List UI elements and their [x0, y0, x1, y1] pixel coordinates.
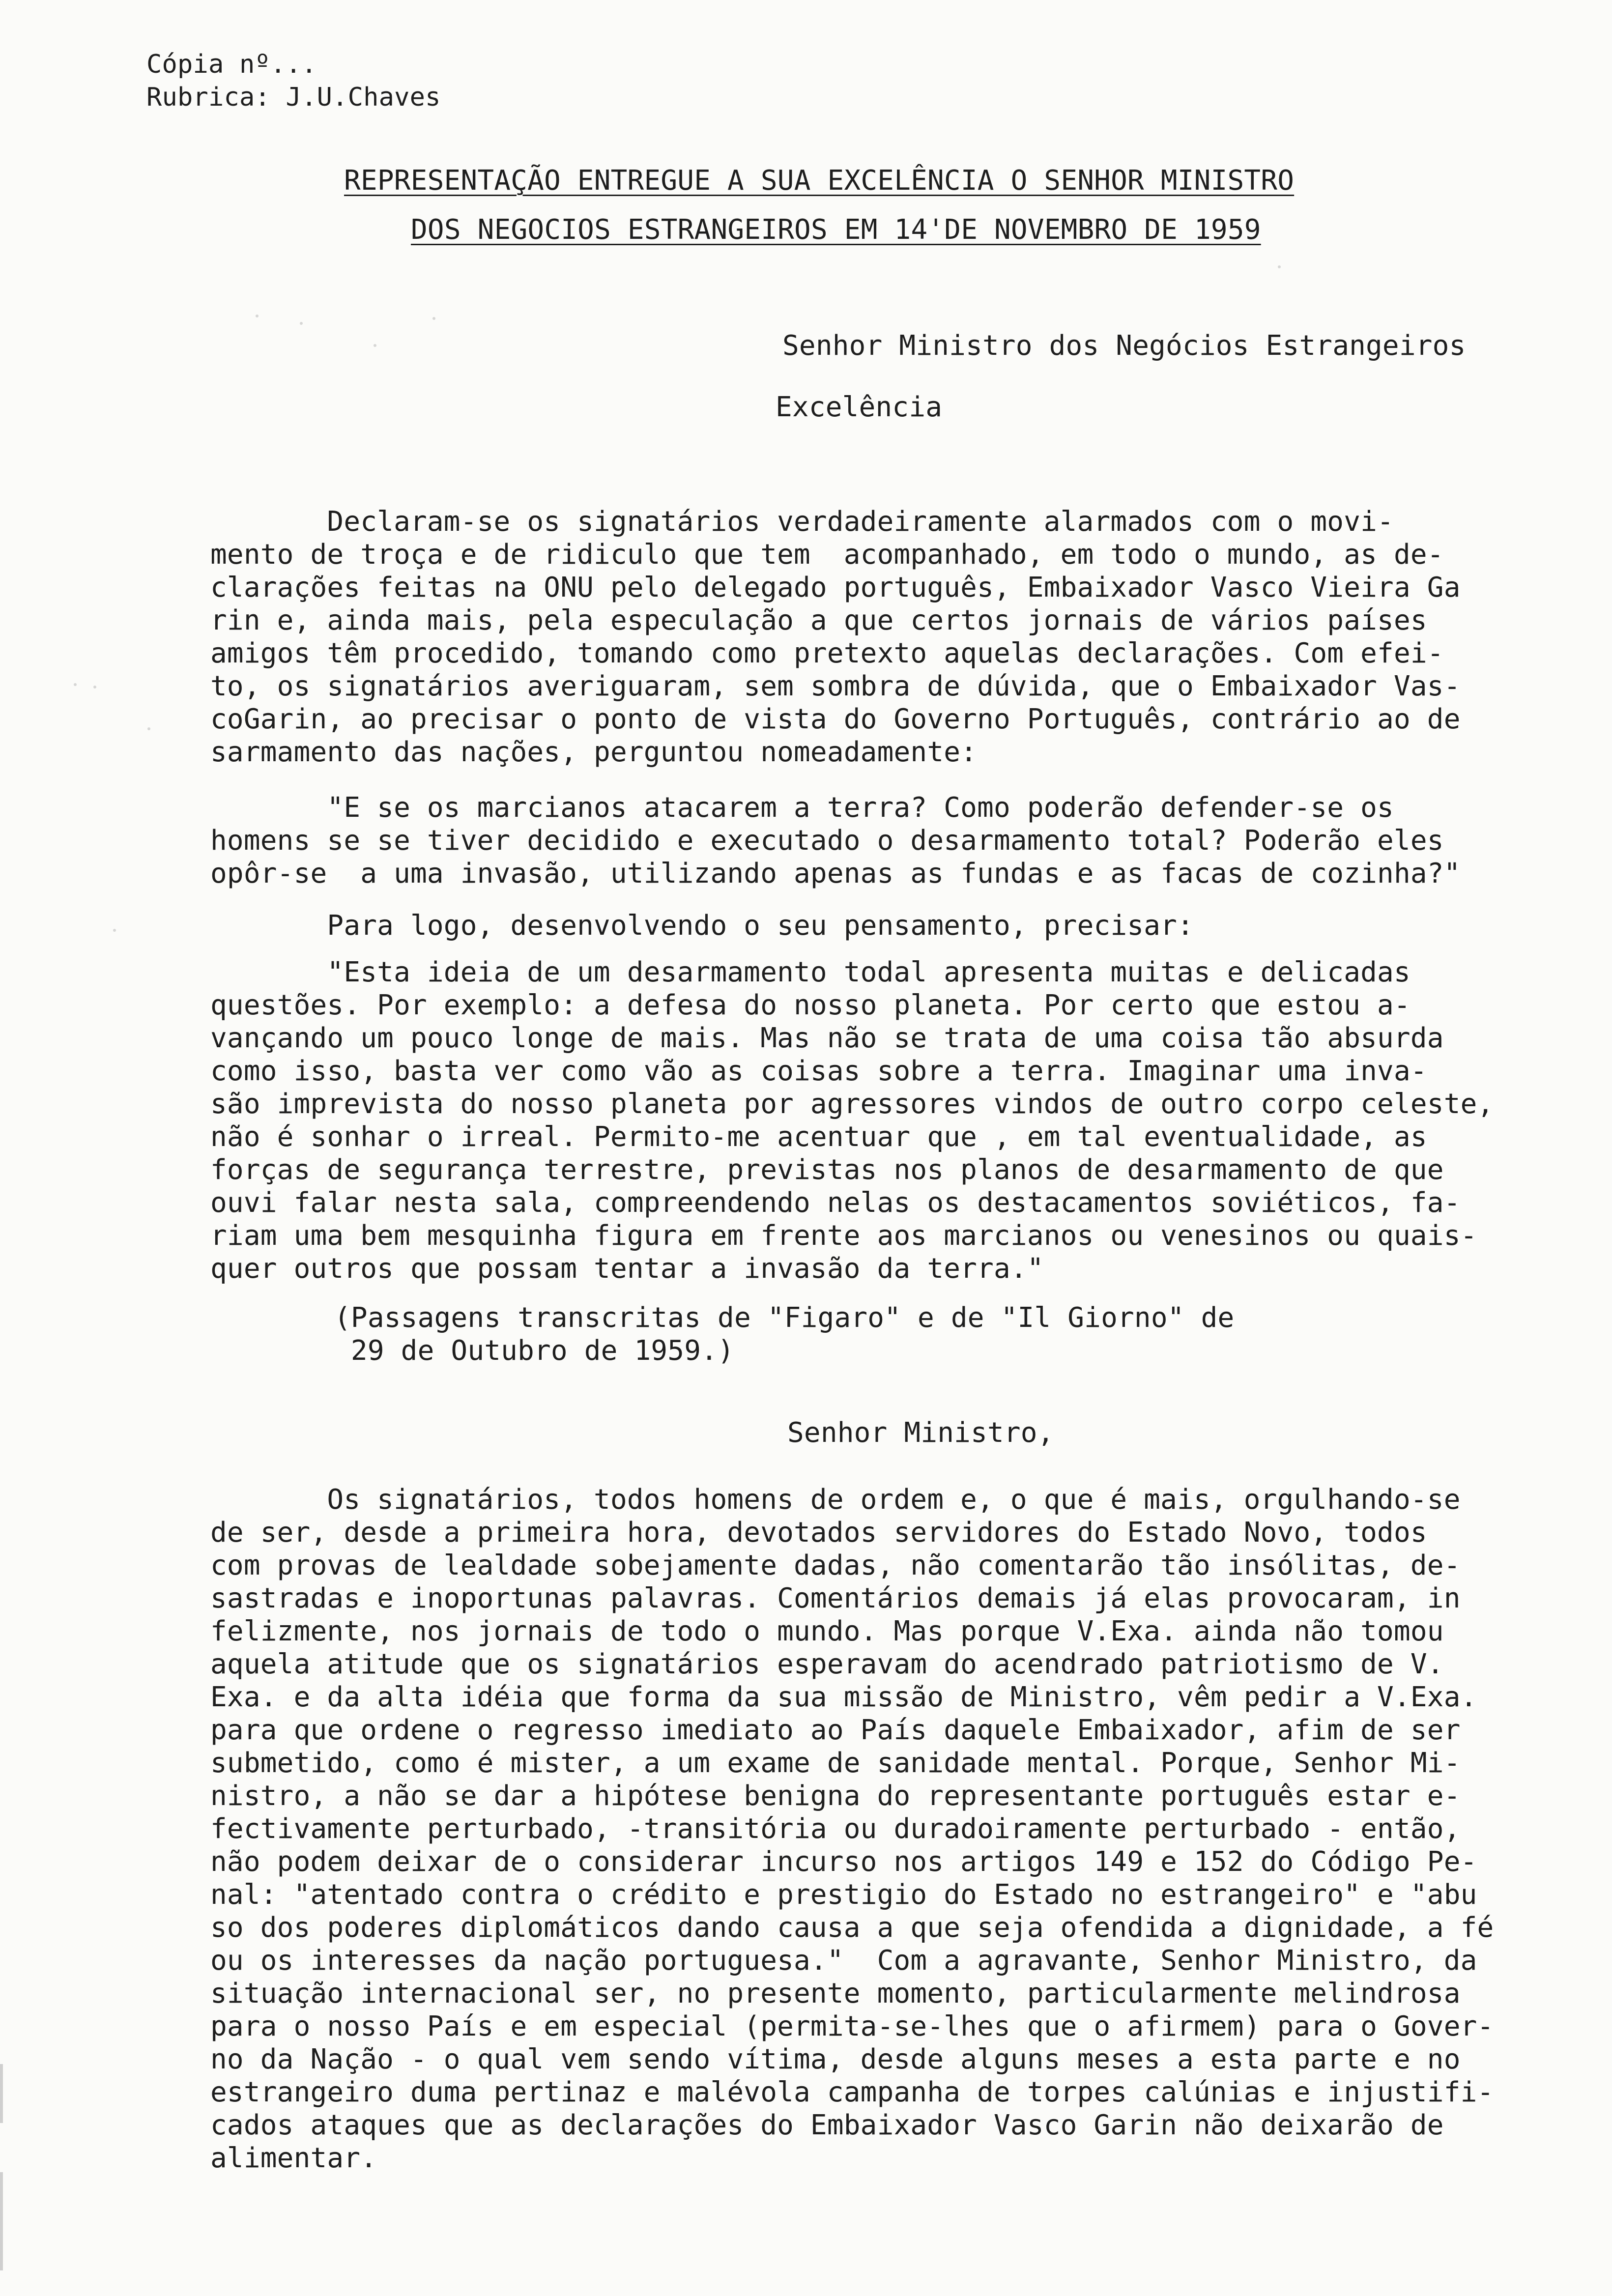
rubrica: Rubrica: J.U.Chaves	[146, 83, 441, 112]
scan-edge-mark	[0, 2172, 3, 2270]
text-line: de ser, desde a primeira hora, devotados servidores do Estado Novo, todos	[210, 1517, 1427, 1549]
addressee-line: Senhor Ministro dos Negócios Estrangeiros	[782, 330, 1466, 362]
text-line: clarações feitas na ONU pelo delegado português, Embaixador Vasco Vieira Ga	[210, 572, 1461, 603]
text-line: sastradas e inoportunas palavras. Comentários demais já elas provocaram, in	[210, 1582, 1461, 1614]
text-line: forças de segurança terrestre, previstas nos planos de desarmamento de que	[210, 1154, 1444, 1186]
text-line: para o nosso País e em especial (permita-se-lhes que o afirmem) para o Gover-	[210, 2010, 1494, 2042]
copy-header	[146, 48, 441, 114]
addressee-greeting: Excelência	[776, 391, 943, 423]
text-line: ouvi falar nesta sala, compreendendo nelas os destacamentos soviéticos, fa-	[210, 1187, 1461, 1219]
text-line: situação internacional ser, no presente momento, particularmente melindrosa	[210, 1978, 1461, 2009]
scan-speck	[1278, 265, 1281, 268]
text-line: submetido, como é mister, a um exame de sanidade mental. Porque, Senhor Mi-	[210, 1747, 1461, 1779]
text-line: vançando um pouco longe de mais. Mas não se trata de uma coisa tão absurda	[210, 1022, 1444, 1054]
text-line: Exa. e da alta idéia que forma da sua missão de Ministro, vêm pedir a V.Exa.	[210, 1681, 1477, 1713]
text-line: felizmente, nos jornais de todo o mundo. Mas porque V.Exa. ainda não tomou	[210, 1615, 1444, 1647]
transition-line	[210, 909, 1194, 942]
addressee	[776, 391, 942, 424]
scan-speck	[147, 727, 150, 730]
addressee	[782, 329, 1466, 362]
text-line: alimentar.	[210, 2142, 377, 2174]
text-line: Os signatários, todos homens de ordem e, o que é mais, orgulhando-se	[210, 1484, 1461, 1516]
text-line: cados ataques que as declarações do Embaixador Vasco Garin não deixarão de	[210, 2109, 1444, 2141]
text-line: Declaram-se os signatários verdadeiramente alarmados com o movi-	[210, 506, 1394, 538]
paragraph-2	[210, 1483, 1494, 2175]
scan-edge-mark	[0, 2064, 3, 2123]
scan-speck	[374, 344, 376, 347]
text-line: nistro, a não se dar a hipótese benigna do representante português estar e-	[210, 1780, 1461, 1812]
copy-number: Cópia nº...	[146, 50, 317, 79]
scan-speck	[300, 322, 303, 325]
text-line: "Esta ideia de um desarmamento todal apresenta muitas e delicadas	[210, 956, 1410, 988]
text-line: ou os interesses da nação portuguesa." Com a agravante, Senhor Ministro, da	[210, 1945, 1477, 1977]
text-line: opôr-se a uma invasão, utilizando apenas as fundas e as facas de cozinha?"	[210, 858, 1461, 890]
text-line: não podem deixar de o considerar incurso nos artigos 149 e 152 do Código Pe-	[210, 1846, 1477, 1878]
text-line: fectivamente perturbado, -transitória ou duradoiramente perturbado - então,	[210, 1813, 1461, 1845]
scan-speck	[256, 315, 259, 317]
text-line: sarmamento das nações, perguntou nomeadamente:	[210, 736, 978, 768]
text-line: coGarin, ao precisar o ponto de vista do Governo Português, contrário ao de	[210, 703, 1461, 735]
text-line: "E se os marcianos atacarem a terra? Como poderão defender-se os	[210, 792, 1394, 824]
text-line: Senhor Ministro,	[787, 1417, 1054, 1449]
text-line: to, os signatários averiguaram, sem sombra de dúvida, que o Embaixador Vas-	[210, 670, 1461, 702]
text-line: (Passagens transcritas de "Figaro" e de "Il Giorno" de	[334, 1302, 1235, 1334]
scan-speck	[113, 929, 116, 932]
text-line: questões. Por exemplo: a defesa do nosso planeta. Por certo que estou a-	[210, 989, 1410, 1021]
text-line: aquela atitude que os signatários esperavam do acendrado patriotismo de V.	[210, 1648, 1444, 1680]
text-line: para que ordene o regresso imediato ao País daquele Embaixador, afim de ser	[210, 1714, 1461, 1746]
text-line: so dos poderes diplomáticos dando causa a que seja ofendida a dignidade, a fé	[210, 1912, 1494, 1944]
text-line: 29 de Outubro de 1959.)	[334, 1335, 734, 1367]
text-line: no da Nação - o qual vem sendo vítima, desde alguns meses a esta parte e no	[210, 2043, 1461, 2075]
document-title	[411, 205, 1261, 255]
text-line: mento de troça e de ridiculo que tem acompanhado, em todo o mundo, as de-	[210, 539, 1444, 571]
citation	[334, 1301, 1234, 1367]
quote-1	[210, 791, 1461, 890]
scan-speck	[432, 317, 435, 320]
text-line: como isso, basta ver como vão as coisas sobre a terra. Imaginar uma inva-	[210, 1055, 1427, 1087]
paragraph-1	[210, 505, 1461, 769]
document-title	[344, 156, 1294, 205]
text-line: nal: "atentado contra o crédito e prestigio do Estado no estrangeiro" e "abu	[210, 1879, 1477, 1911]
text-line: homens se se tiver decidido e executado o desarmamento total? Poderão eles	[210, 825, 1444, 857]
text-line: riam uma bem mesquinha figura em frente aos marcianos ou venesinos ou quais-	[210, 1220, 1477, 1252]
text-line: são imprevista do nosso planeta por agressores vindos de outro corpo celeste,	[210, 1088, 1494, 1120]
text-line: com provas de lealdade sobejamente dadas, não comentarão tão insólitas, de-	[210, 1550, 1461, 1581]
text-line: quer outros que possam tentar a invasão da terra."	[210, 1253, 1044, 1285]
text-line: rin e, ainda mais, pela especulação a que certos jornais de vários países	[210, 604, 1427, 636]
scan-speck	[93, 686, 96, 689]
text-line: estrangeiro duma pertinaz e malévola campanha de torpes calúnias e injustifi-	[210, 2076, 1494, 2108]
title-line: DOS NEGOCIOS ESTRANGEIROS EM 14'DE NOVEMBRO DE 1959	[411, 214, 1261, 246]
text-line: não é sonhar o irreal. Permito-me acentuar que , em tal eventualidade, as	[210, 1121, 1427, 1153]
text-line: Para logo, desenvolvendo o seu pensamento, precisar:	[210, 910, 1194, 942]
scan-speck	[74, 683, 77, 686]
text-line: amigos têm procedido, tomando como pretexto aquelas declarações. Com efei-	[210, 637, 1444, 669]
quote-2	[210, 956, 1494, 1285]
salutation	[787, 1416, 1054, 1449]
title-line: REPRESENTAÇÃO ENTREGUE A SUA EXCELÊNCIA O SENHOR MINISTRO	[344, 165, 1295, 197]
